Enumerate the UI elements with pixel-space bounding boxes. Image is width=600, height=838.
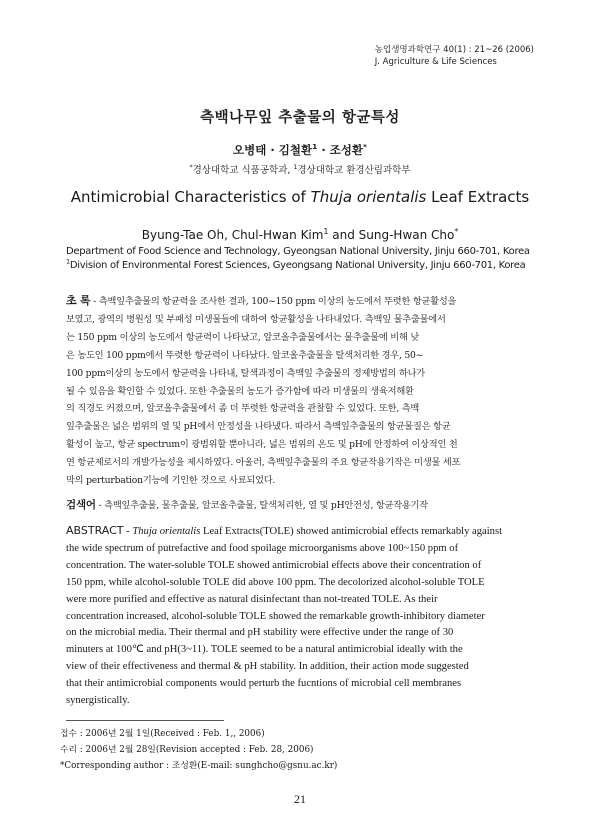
abstract-line: 보였고, 광역의 병원성 및 부패성 미생물들에 대하여 항균활성을 나타내었다. 측백잎 물추출물에서 <box>66 313 446 325</box>
abstract-text: Leaf Extracts(TOLE) showed antimicrobial effects remarkably against <box>200 526 503 537</box>
korean-abstract <box>66 292 542 490</box>
footnotes <box>60 726 337 774</box>
abstract-line: were more purified and effective as natural disinfectant than not-treated TOLE. As their <box>66 593 438 605</box>
journal-header <box>375 44 534 68</box>
english-abstract-lead: ABSTRACT <box>66 524 124 537</box>
abstract-line: that their antimicrobial components would perturb the fucntions of microbial cell membranes <box>66 678 462 690</box>
abstract-line: synergistically. <box>66 695 130 707</box>
abstract-line: view of their effectiveness and thermal & pH stability. In addition, their action mode suggested <box>66 661 469 673</box>
abstract-line: the wide spectrum of putrefactive and food spoilage microorganisms above 100~150 ppm of <box>66 542 459 554</box>
english-affiliation-2 <box>66 257 546 271</box>
english-title <box>0 188 600 206</box>
abstract-text: - <box>123 526 133 537</box>
korean-affiliation-1: 경상대학교 식품공학과, <box>192 165 294 176</box>
korean-title: 측백나무잎 추출물의 항균특성 <box>200 110 400 126</box>
english-title-post: Leaf Extracts <box>426 188 530 206</box>
species-name: Thuja orientalis <box>310 188 427 206</box>
affiliation-mark: 1 <box>312 142 318 152</box>
corresponding-mark: * <box>454 227 459 236</box>
corresponding-author: *Corresponding author : 조성환(E-mail: sunghcho@gsnu.ac.kr) <box>60 761 338 771</box>
affiliation-mark: 1 <box>66 257 70 266</box>
journal-name: J. Agriculture & Life Sciences <box>374 57 497 67</box>
korean-affiliation-2: 경상대학교 환경산림과학부 <box>297 165 411 176</box>
accepted-date: 수리 : 2006년 2월 28일(Revision accepted : Feb. 28, 2006) <box>60 745 314 755</box>
page-number: 21 <box>294 792 306 806</box>
english-author-names: Byung-Tae Oh, Chul-Hwan Kim <box>141 228 324 242</box>
affiliation-mark: 1 <box>293 163 298 171</box>
abstract-line: concentration increased, alcohol-soluble TOLE showed the remarkable growth-inhibitory diameter <box>66 610 485 622</box>
abstract-line: 될 수 있음을 확인할 수 있었다. 또한 추출물의 농도가 증가함에 따라 미생물의 생육저해환 <box>66 385 414 397</box>
abstract-text: - 측백잎추출물의 항균력을 조사한 결과, 100~150 ppm 이상의 농도에서 뚜렷한 항균활성을 <box>93 296 457 307</box>
keywords-text: - 측백잎추출물, 물추출물, 알코올추출물, 탈색처리한, 열 및 pH안전성, 항균작용기작 <box>95 500 428 511</box>
abstract-line: 막의 perturbation기능에 기인한 것으로 사료되었다. <box>66 475 276 487</box>
corresponding-mark: * <box>363 142 367 152</box>
abstract-line: 는 150 ppm 이상의 농도에서 항균력이 나타났고, 알코올추출물에서는 물추출물에 비해 낮 <box>66 331 420 343</box>
abstract-line <box>66 523 542 541</box>
affiliation-mark: * <box>189 163 193 171</box>
journal-citation: 농업생명과학연구 40(1) : 21~26 (2006) <box>374 45 534 55</box>
abstract-line: 의 직경도 커졌으며, 알코올추출물에서 좀 더 뚜렷한 항균력을 관찰할 수 있었다. 또한, 측백 <box>66 403 420 415</box>
korean-keywords <box>66 497 542 512</box>
keywords-lead: 검색어 <box>66 499 96 511</box>
species-name: Thuja orientalis <box>132 526 201 537</box>
abstract-line: on the microbial media. Their thermal and pH stability were effective under the range of 30 <box>66 627 454 639</box>
abstract-line: concentration. The water-soluble TOLE showed antimicrobial effects above their concentration of <box>66 559 482 571</box>
abstract-line: 연 항균제로서의 개발가능성을 제시하였다. 아울러, 측백잎추출물의 주요 항균작용기작은 미생물 세포 <box>66 457 461 469</box>
abstract-line: 은 농도인 100 ppm에서 뚜렷한 항균력이 나타났다. 알코올추출물을 탈색처리한 경우, 50~ <box>66 349 424 361</box>
korean-authors <box>0 142 600 158</box>
abstract-line: 활성이 높고, 항균 spectrum이 광범위할 뿐아니라, 넓은 범위의 온도 및 pH에 안정하여 이상적인 천 <box>66 439 458 451</box>
korean-author-names-2: · 조성환 <box>317 143 364 157</box>
english-title-pre: Antimicrobial Characteristics of <box>70 188 311 206</box>
english-affiliation-1: Department of Food Science and Technology, Gyeongsan National University, Jinju 660-701, Korea <box>66 246 530 257</box>
english-affiliation-2-text: Division of Environmental Forest Sciences, Gyeongsang National University, Jinju 660-701, Korea <box>69 260 526 271</box>
korean-abstract-lead: 초 록 <box>66 294 91 307</box>
abstract-line: 150 ppm, while alcohol-soluble TOLE did above 100 ppm. The decolorized alcohol-soluble TOLE <box>66 576 485 588</box>
footnote-divider <box>66 720 224 721</box>
korean-affiliation <box>0 162 600 176</box>
abstract-line: minuters at 100℃ and pH(3~11). TOLE seemed to be a natural antimicrobial ideally with the <box>66 644 463 656</box>
abstract-line: 잎추출물은 넓은 범위의 열 및 pH에서 안정성을 나타냈다. 따라서 측백잎추출물의 항균물질은 항균 <box>66 421 451 433</box>
affiliation-mark: 1 <box>323 227 329 236</box>
abstract-line <box>66 292 542 311</box>
received-date: 접수 : 2006년 2월 1일(Received : Feb. 1,, 2006) <box>60 729 265 739</box>
english-authors <box>0 228 600 242</box>
english-author-names-2: and Sung-Hwan Cho <box>328 228 455 242</box>
korean-author-names: 오병태 · 김철환 <box>233 143 313 157</box>
english-abstract <box>66 523 542 710</box>
abstract-line: 100 ppm이상의 농도에서 항균력을 나타내, 탈색과정이 측백잎 추출물의 정제방법의 하나가 <box>66 367 425 379</box>
